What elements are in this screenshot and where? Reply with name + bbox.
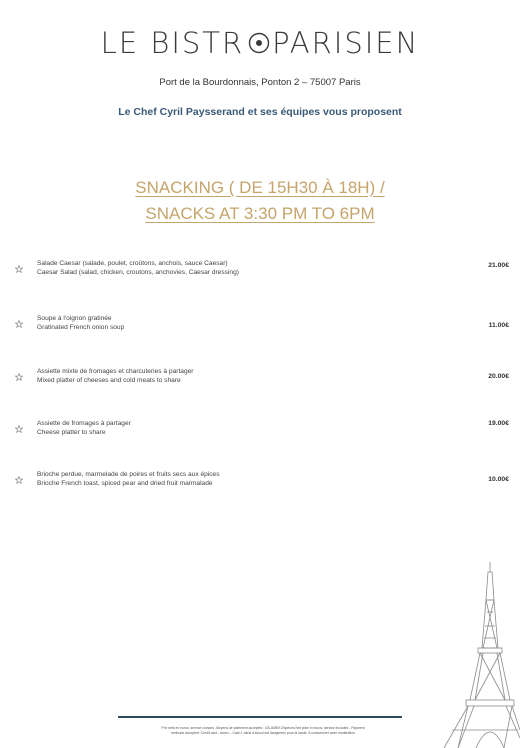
item-price: 10.00€ <box>488 476 509 483</box>
star-icon <box>15 265 23 273</box>
menu-item <box>0 368 520 398</box>
star-icon <box>15 425 23 433</box>
star-icon <box>15 373 23 381</box>
restaurant-address: Port de la Bourdonnais, Ponton 2 – 75007 Paris <box>159 77 361 88</box>
item-price: 21.00€ <box>488 262 509 269</box>
menu-item <box>0 471 520 501</box>
menu-item <box>0 315 520 345</box>
section-title-en: SNACKS AT 3:30 PM TO 6PM <box>145 204 375 223</box>
item-name-en: Brioche French toast, spiced pear and dried fruit marmalade <box>37 480 213 487</box>
menu-item <box>0 260 520 290</box>
item-name-en: Mixed platter of cheeses and cold meats to share <box>37 377 181 384</box>
item-price: 20.00€ <box>488 373 509 380</box>
item-name-fr: Assiette mixte de fromages et charcuteries à partager <box>37 368 194 375</box>
item-price: 19.00€ <box>488 420 509 427</box>
star-icon <box>15 476 23 484</box>
item-name-fr: Salade Caesar (salade, poulet, croûtons, anchois, sauce Caesar) <box>37 260 228 267</box>
star-icon <box>15 320 23 328</box>
section-title <box>0 175 520 227</box>
restaurant-logo <box>0 24 520 60</box>
item-name-fr: Assiette de fromages à partager <box>37 420 131 427</box>
footer-line-1: Prix nets en euros, service compris -Moyens de paiement acceptés : CB-AMEX-Espèces Net price in euros, service included - Payment <box>161 726 365 730</box>
logo-text-left: LE BISTR <box>100 26 245 60</box>
footer-line-2: methods accepted: Credit card - Amex – Cash L'abus d'alcool est dangereux pour la santé. A consommer avec modération <box>171 730 355 735</box>
menu-item <box>0 420 520 450</box>
item-name-en: Cheese platter to share <box>37 429 106 436</box>
item-price: 11.00€ <box>488 322 509 329</box>
item-name-en: Gratinated French onion soup <box>37 324 125 331</box>
section-title-fr: SNACKING ( DE 15H30 À 18H) / <box>135 178 385 197</box>
item-name-fr: Brioche perdue, marmelade de poires et fruits secs aux épices <box>37 471 220 478</box>
chef-intro: Le Chef Cyril Paysserand et ses équipes vous proposent <box>118 106 402 118</box>
item-name-fr: Soupe à l'oignon gratinée <box>37 315 112 322</box>
footer-legal-text <box>118 726 408 736</box>
item-name-en: Caesar Salad (salad, chicken, croutons, anchovies, Caesar dressing) <box>37 269 239 276</box>
logo-text-right: PARISIEN <box>272 26 420 60</box>
eiffel-tower-illustration <box>430 560 520 748</box>
footer-divider <box>118 716 402 718</box>
medallion-icon <box>248 32 270 54</box>
